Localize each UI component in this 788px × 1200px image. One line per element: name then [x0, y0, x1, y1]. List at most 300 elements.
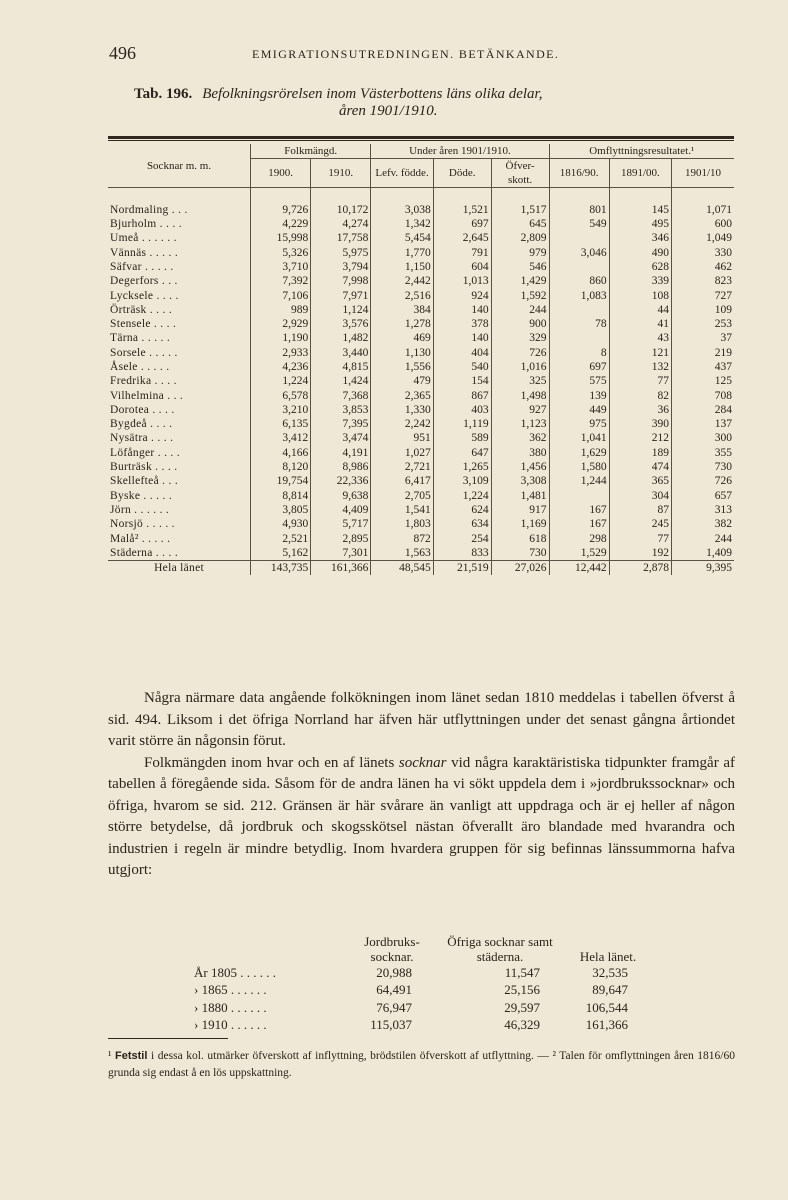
cell-c1900: 7,106	[251, 288, 311, 302]
cell-p1: 78	[549, 317, 609, 331]
cell-p2: 365	[609, 474, 671, 488]
cell-p2: 490	[609, 245, 671, 259]
cell-c1910: 1,482	[311, 331, 371, 345]
body-text	[108, 688, 735, 882]
cell-ofver: 1,592	[491, 288, 549, 302]
cell-dode: 867	[433, 388, 491, 402]
summary-header-jordbruk: Jordbruks- socknar.	[364, 934, 420, 964]
cell-dode: 2,645	[433, 231, 491, 245]
cell-p1: 449	[549, 403, 609, 417]
cell-dode: 404	[433, 346, 491, 360]
cell-p2: 87	[609, 503, 671, 517]
cell-p3: 219	[672, 346, 734, 360]
summary-table	[190, 924, 652, 1034]
cell-dode: 154	[433, 374, 491, 388]
cell-p2: 121	[609, 346, 671, 360]
cell-c1900: 7,392	[251, 274, 311, 288]
table-row	[108, 431, 734, 445]
cell-p3: 137	[672, 417, 734, 431]
cell-p3: 284	[672, 403, 734, 417]
cell-c1900: 5,326	[251, 245, 311, 259]
summary-header-ofriga: Öfriga socknar samt städerna.	[447, 934, 553, 964]
cell-c1910: 1,424	[311, 374, 371, 388]
table-row	[108, 531, 734, 545]
total-1900: 143,735	[251, 561, 311, 576]
total-p2: 2,878	[609, 561, 671, 576]
cell-c1910: 5,975	[311, 245, 371, 259]
cell-ofver: 618	[491, 531, 549, 545]
table-row	[108, 346, 734, 360]
cell-c1910: 8,986	[311, 460, 371, 474]
cell-p2: 304	[609, 489, 671, 503]
cell-p2: 36	[609, 403, 671, 417]
cell-lefv: 951	[371, 431, 433, 445]
cell-p3: 355	[672, 446, 734, 460]
row-name: Bygdeå . . . .	[110, 418, 173, 431]
cell-p2: 108	[609, 288, 671, 302]
cell-p2: 77	[609, 531, 671, 545]
cell-dode: 624	[433, 503, 491, 517]
table-row	[108, 546, 734, 561]
cell-c1900: 1,190	[251, 331, 311, 345]
cell-p1: 801	[549, 203, 609, 217]
summary-cell-label: › 1910 . . . . . .	[194, 1017, 267, 1033]
row-name: Nysätra . . . .	[110, 432, 174, 445]
cell-p3: 657	[672, 489, 734, 503]
table-row	[108, 489, 734, 503]
cell-lefv: 2,705	[371, 489, 433, 503]
row-name: Norsjö . . . . .	[110, 518, 175, 531]
cell-dode: 589	[433, 431, 491, 445]
cell-ofver: 1,456	[491, 460, 549, 474]
cell-p2: 43	[609, 331, 671, 345]
cell-p1	[549, 489, 609, 503]
cell-c1910: 1,124	[311, 303, 371, 317]
cell-c1900: 2,521	[251, 531, 311, 545]
cell-c1910: 7,301	[311, 546, 371, 561]
header-1900: 1900.	[251, 159, 311, 188]
cell-p1: 697	[549, 360, 609, 374]
table-row	[108, 460, 734, 474]
cell-dode: 791	[433, 245, 491, 259]
cell-p2: 41	[609, 317, 671, 331]
summary-cell-a: 76,947	[376, 999, 412, 1015]
cell-p1: 298	[549, 531, 609, 545]
cell-dode: 697	[433, 217, 491, 231]
emphasis-socknar: socknar	[398, 754, 447, 771]
table-row	[108, 360, 734, 374]
cell-lefv: 5,454	[371, 231, 433, 245]
cell-p1: 1,629	[549, 446, 609, 460]
summary-cell-b: 11,547	[504, 964, 540, 980]
cell-lefv: 1,150	[371, 260, 433, 274]
cell-lefv: 1,541	[371, 503, 433, 517]
cell-c1910: 5,717	[311, 517, 371, 531]
cell-c1910: 7,971	[311, 288, 371, 302]
paragraph-1: Några närmare data angående folkökningen inom länet sedan 1810 meddelas i tabellen öfverst å sid. 494. Liksom i det öfriga Norrland har äfven här utflyttningen under det senast gångna årtiondet varit större än någonsin förut.	[108, 690, 735, 749]
cell-p3: 1,049	[672, 231, 734, 245]
table-top-rule-thin	[108, 140, 734, 141]
cell-p2: 245	[609, 517, 671, 531]
cell-c1900: 6,578	[251, 388, 311, 402]
cell-ofver: 329	[491, 331, 549, 345]
summary-cell-a: 64,491	[376, 982, 412, 998]
cell-lefv: 1,770	[371, 245, 433, 259]
cell-c1900: 3,805	[251, 503, 311, 517]
population-table	[108, 144, 734, 575]
cell-c1910: 3,794	[311, 260, 371, 274]
cell-c1910: 17,758	[311, 231, 371, 245]
summary-row	[190, 999, 652, 1017]
cell-lefv: 1,563	[371, 546, 433, 561]
cell-dode: 403	[433, 403, 491, 417]
cell-c1910: 3,576	[311, 317, 371, 331]
cell-ofver: 1,169	[491, 517, 549, 531]
cell-c1900: 1,224	[251, 374, 311, 388]
cell-lefv: 872	[371, 531, 433, 545]
cell-lefv: 469	[371, 331, 433, 345]
cell-c1900: 989	[251, 303, 311, 317]
row-name: Fredrika . . . .	[110, 375, 177, 388]
cell-ofver: 979	[491, 245, 549, 259]
cell-ofver: 900	[491, 317, 549, 331]
cell-p1	[549, 331, 609, 345]
cell-p1: 549	[549, 217, 609, 231]
cell-ofver: 1,498	[491, 388, 549, 402]
row-name: Jörn . . . . . .	[110, 503, 170, 516]
header-1910: 1910.	[311, 159, 371, 188]
cell-c1910: 2,895	[311, 531, 371, 545]
cell-p1	[549, 260, 609, 274]
row-name: Säfvar . . . . .	[110, 260, 174, 273]
cell-p3: 823	[672, 274, 734, 288]
cell-dode: 540	[433, 360, 491, 374]
cell-ofver: 1,123	[491, 417, 549, 431]
cell-c1910: 7,395	[311, 417, 371, 431]
row-name: Dorotea . . . .	[110, 403, 175, 416]
header-socknar: Socknar m. m.	[146, 159, 212, 172]
header-1816-90: 1816/90.	[549, 159, 609, 188]
cell-p1: 139	[549, 388, 609, 402]
table-row	[108, 245, 734, 259]
table-label: Tab. 196.	[134, 86, 193, 102]
table-row	[108, 274, 734, 288]
row-name: Vännäs . . . . .	[110, 246, 179, 259]
row-name: Örträsk . . . .	[110, 303, 172, 316]
row-name: Skellefteå . . .	[110, 475, 179, 488]
cell-c1900: 3,210	[251, 403, 311, 417]
cell-p2: 390	[609, 417, 671, 431]
total-ofver: 27,026	[491, 561, 549, 576]
total-lefv: 48,545	[371, 561, 433, 576]
cell-p3: 462	[672, 260, 734, 274]
cell-c1900: 6,135	[251, 417, 311, 431]
cell-c1900: 3,710	[251, 260, 311, 274]
cell-p3: 437	[672, 360, 734, 374]
cell-dode: 1,265	[433, 460, 491, 474]
cell-dode: 140	[433, 331, 491, 345]
table-row	[108, 288, 734, 302]
cell-p2: 132	[609, 360, 671, 374]
cell-lefv: 1,330	[371, 403, 433, 417]
cell-ofver: 1,517	[491, 203, 549, 217]
cell-c1900: 15,998	[251, 231, 311, 245]
cell-c1900: 8,120	[251, 460, 311, 474]
header-folkmangd: Folkmängd.	[251, 144, 371, 159]
row-name: Degerfors . . .	[110, 275, 178, 288]
table-row	[108, 217, 734, 231]
total-dode: 21,519	[433, 561, 491, 576]
table-row	[108, 317, 734, 331]
cell-c1910: 4,815	[311, 360, 371, 374]
cell-p3: 727	[672, 288, 734, 302]
cell-ofver: 546	[491, 260, 549, 274]
cell-p2: 77	[609, 374, 671, 388]
header-under: Under åren 1901/1910.	[371, 144, 549, 159]
cell-p3: 253	[672, 317, 734, 331]
row-name: Städerna . . . .	[110, 546, 179, 559]
cell-p2: 44	[609, 303, 671, 317]
cell-p2: 192	[609, 546, 671, 561]
cell-p2: 628	[609, 260, 671, 274]
cell-p2: 495	[609, 217, 671, 231]
cell-c1900: 4,166	[251, 446, 311, 460]
cell-c1910: 7,998	[311, 274, 371, 288]
cell-ofver: 645	[491, 217, 549, 231]
cell-c1910: 3,853	[311, 403, 371, 417]
table-row	[108, 417, 734, 431]
cell-c1910: 7,368	[311, 388, 371, 402]
cell-p1: 1,580	[549, 460, 609, 474]
cell-dode: 378	[433, 317, 491, 331]
cell-lefv: 2,242	[371, 417, 433, 431]
cell-p3: 37	[672, 331, 734, 345]
row-name: Sorsele . . . . .	[110, 346, 178, 359]
cell-lefv: 3,038	[371, 203, 433, 217]
total-label: Hela länet	[108, 561, 251, 576]
row-name: Åsele . . . . .	[110, 361, 170, 373]
cell-dode: 3,109	[433, 474, 491, 488]
cell-c1900: 3,412	[251, 431, 311, 445]
cell-c1900: 19,754	[251, 474, 311, 488]
table-row	[108, 388, 734, 402]
cell-c1900: 8,814	[251, 489, 311, 503]
cell-ofver: 1,016	[491, 360, 549, 374]
cell-c1910: 4,274	[311, 217, 371, 231]
cell-lefv: 1,556	[371, 360, 433, 374]
summary-header-hela: Hela länet.	[579, 949, 637, 964]
cell-c1910: 4,191	[311, 446, 371, 460]
running-head: EMIGRATIONSUTREDNINGEN. BETÄNKANDE.	[252, 47, 560, 61]
cell-lefv: 1,027	[371, 446, 433, 460]
cell-c1900: 4,229	[251, 217, 311, 231]
summary-row	[190, 1017, 652, 1035]
cell-ofver: 325	[491, 374, 549, 388]
summary-cell-c: 106,544	[585, 999, 628, 1015]
cell-lefv: 1,342	[371, 217, 433, 231]
cell-p1	[549, 303, 609, 317]
row-name: Vilhelmina . . .	[110, 389, 184, 402]
cell-p3: 109	[672, 303, 734, 317]
cell-p3: 1,071	[672, 203, 734, 217]
cell-dode: 1,224	[433, 489, 491, 503]
footnote-rule	[108, 1038, 228, 1039]
cell-p3: 300	[672, 431, 734, 445]
row-name: Burträsk . . . .	[110, 461, 178, 474]
row-name: Umeå . . . . . .	[110, 232, 177, 245]
table-row	[108, 446, 734, 460]
cell-dode: 1,119	[433, 417, 491, 431]
cell-p1: 860	[549, 274, 609, 288]
total-p3: 9,395	[672, 561, 734, 576]
table-row	[108, 403, 734, 417]
cell-c1900: 4,930	[251, 517, 311, 531]
cell-c1900: 2,933	[251, 346, 311, 360]
table-row	[108, 231, 734, 245]
cell-c1910: 9,638	[311, 489, 371, 503]
row-name: Lycksele . . . .	[110, 289, 179, 302]
table-row	[108, 260, 734, 274]
cell-p2: 474	[609, 460, 671, 474]
summary-cell-b: 29,597	[504, 999, 540, 1015]
table-row	[108, 474, 734, 488]
cell-dode: 604	[433, 260, 491, 274]
cell-p3: 125	[672, 374, 734, 388]
cell-ofver: 2,809	[491, 231, 549, 245]
cell-p3: 730	[672, 460, 734, 474]
cell-c1900: 9,726	[251, 203, 311, 217]
footnote: ¹ Fetstil i dessa kol. utmärker öfverskott af inflyttning, brödstilen öfverskott af utflyttning. — ² Talen för omflyttningen åren 1816/60 grunda sig endast å en lös uppskattning.	[108, 1050, 735, 1079]
summary-cell-a: 20,988	[376, 964, 412, 980]
cell-c1910: 10,172	[311, 203, 371, 217]
cell-c1910: 4,409	[311, 503, 371, 517]
cell-dode: 924	[433, 288, 491, 302]
summary-cell-label: › 1880 . . . . . .	[194, 999, 267, 1015]
total-1910: 161,366	[311, 561, 371, 576]
cell-p1: 1,083	[549, 288, 609, 302]
row-name: Löfånger . . . .	[110, 446, 180, 459]
cell-c1900: 5,162	[251, 546, 311, 561]
cell-p3: 330	[672, 245, 734, 259]
header-lefv-fodde: Lefv. födde.	[371, 159, 433, 188]
cell-p3: 1,409	[672, 546, 734, 561]
cell-p2: 145	[609, 203, 671, 217]
row-name: Nordmaling . . .	[110, 203, 188, 216]
footnote-bold-term: Fetstil	[115, 1050, 148, 1062]
header-dode: Döde.	[433, 159, 491, 188]
cell-dode: 140	[433, 303, 491, 317]
header-1901-10: 1901/10	[672, 159, 734, 188]
summary-cell-a: 115,037	[370, 1017, 412, 1033]
cell-p3: 708	[672, 388, 734, 402]
table-subtitle: åren 1901/1910.	[338, 103, 438, 119]
header-ofverskott: Öfver- skott.	[491, 159, 549, 188]
summary-cell-b: 25,156	[504, 982, 540, 998]
header-1891-00: 1891/00.	[609, 159, 671, 188]
cell-p1: 8	[549, 346, 609, 360]
cell-p1: 167	[549, 503, 609, 517]
cell-ofver: 362	[491, 431, 549, 445]
cell-p3: 600	[672, 217, 734, 231]
cell-p2: 189	[609, 446, 671, 460]
cell-p1: 975	[549, 417, 609, 431]
cell-p1: 1,041	[549, 431, 609, 445]
cell-p2: 82	[609, 388, 671, 402]
cell-lefv: 1,278	[371, 317, 433, 331]
cell-p1: 1,529	[549, 546, 609, 561]
cell-ofver: 380	[491, 446, 549, 460]
table-row	[108, 374, 734, 388]
cell-lefv: 2,721	[371, 460, 433, 474]
cell-c1910: 3,440	[311, 346, 371, 360]
row-name: Tärna . . . . .	[110, 332, 171, 345]
cell-p1: 167	[549, 517, 609, 531]
cell-p3: 726	[672, 474, 734, 488]
summary-body	[190, 964, 652, 1034]
cell-c1900: 4,236	[251, 360, 311, 374]
table-row	[108, 203, 734, 217]
cell-ofver: 726	[491, 346, 549, 360]
cell-dode: 1,521	[433, 203, 491, 217]
row-name: Malå² . . . . .	[110, 532, 171, 545]
cell-lefv: 384	[371, 303, 433, 317]
cell-dode: 647	[433, 446, 491, 460]
header-omflyttning: Omflyttningsresultatet.¹	[549, 144, 734, 159]
cell-ofver: 244	[491, 303, 549, 317]
cell-c1910: 22,336	[311, 474, 371, 488]
table-total-row	[108, 561, 734, 576]
row-name: Stensele . . . .	[110, 318, 177, 331]
summary-cell-label: År 1805 . . . . . .	[194, 964, 276, 980]
cell-lefv: 6,417	[371, 474, 433, 488]
summary-row	[190, 964, 652, 982]
cell-ofver: 927	[491, 403, 549, 417]
cell-lefv: 2,442	[371, 274, 433, 288]
table-title: Befolkningsrörelsen inom Västerbottens läns olika delar,	[202, 86, 543, 102]
table-row	[108, 517, 734, 531]
cell-lefv: 2,365	[371, 388, 433, 402]
cell-p3: 382	[672, 517, 734, 531]
cell-lefv: 479	[371, 374, 433, 388]
cell-ofver: 917	[491, 503, 549, 517]
row-name: Byske . . . . .	[110, 489, 172, 502]
cell-dode: 254	[433, 531, 491, 545]
cell-ofver: 1,481	[491, 489, 549, 503]
cell-lefv: 2,516	[371, 288, 433, 302]
total-p1: 12,442	[549, 561, 609, 576]
cell-c1900: 2,929	[251, 317, 311, 331]
cell-p2: 212	[609, 431, 671, 445]
cell-dode: 1,013	[433, 274, 491, 288]
cell-p3: 313	[672, 503, 734, 517]
table-body	[108, 188, 734, 561]
cell-p3: 244	[672, 531, 734, 545]
cell-p1: 1,244	[549, 474, 609, 488]
cell-lefv: 1,803	[371, 517, 433, 531]
row-name: Bjurholm . . . .	[110, 218, 182, 231]
cell-dode: 833	[433, 546, 491, 561]
summary-cell-c: 32,535	[592, 964, 628, 980]
cell-dode: 634	[433, 517, 491, 531]
cell-p1	[549, 231, 609, 245]
table-row	[108, 331, 734, 345]
table-row	[108, 503, 734, 517]
summary-cell-label: › 1865 . . . . . .	[194, 982, 267, 998]
table-caption	[134, 86, 542, 120]
cell-lefv: 1,130	[371, 346, 433, 360]
table-top-rule	[108, 136, 734, 139]
page-number: 496	[109, 43, 136, 63]
